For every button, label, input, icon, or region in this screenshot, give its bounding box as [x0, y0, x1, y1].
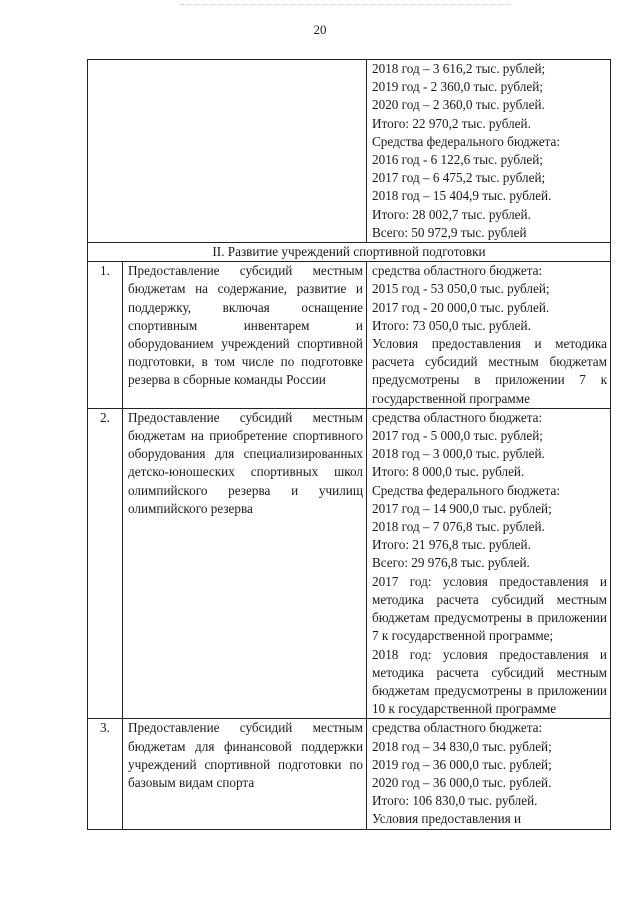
funding-line: Условия предоставления и методика расчета субсидий местным бюджетам предусмотрены в приложении 7 к государственной программе [372, 336, 607, 406]
row-number: 3. [88, 719, 123, 829]
funding-line: 2017 год - 5 000,0 тыс. рублей; [372, 428, 543, 444]
row-description: Предоставление субсидий местным бюджетам для финансовой поддержки учреждений спортивной подготовки по базовым видам спорта [123, 719, 367, 829]
funding-line: Средства федерального бюджета: [372, 133, 560, 149]
funding-line: 2017 год – 14 900,0 тыс. рублей; [372, 500, 552, 516]
table-row [88, 262, 611, 409]
funding-line: Всего: 29 976,8 тыс. рублей. [372, 555, 530, 571]
funding-line: Всего: 50 972,9 тыс. рублей [372, 224, 527, 240]
funding-line: 2018 год – 3 000,0 тыс. рублей. [372, 446, 545, 462]
row-description: Предоставление субсидий местным бюджетам на приобретение спортивного оборудования для специализированных детско-юношеских спортивных школ олимпийского резерва и училищ олимпийского резерва [123, 408, 367, 718]
section-title: II. Развитие учреждений спортивной подготовки [88, 243, 611, 262]
funding-line: 2017 год – 6 475,2 тыс. рублей; [372, 170, 546, 186]
funding-line: Итого: 8 000,0 тыс. рублей. [372, 464, 525, 480]
table-row [88, 408, 611, 718]
row-number: 2. [88, 408, 123, 718]
funding-line: 2020 год – 2 360,0 тыс. рублей. [372, 97, 545, 113]
row-funding [367, 719, 611, 829]
funding-line: 2019 год – 36 000,0 тыс. рублей; [372, 756, 552, 772]
continuation-funding-cell [367, 60, 611, 243]
funding-line: 2018 год: условия предоставления и методика расчета субсидий местным бюджетам предусмотрены в приложении 10 к государственной программе [372, 646, 607, 717]
funding-line: 2018 год – 15 404,9 тыс. рублей. [372, 188, 552, 204]
funding-line: Средства федерального бюджета: [372, 482, 560, 498]
funding-line: Итого: 106 830,0 тыс. рублей. [372, 793, 538, 809]
page-number: 20 [313, 22, 327, 37]
table-row [88, 719, 611, 829]
section-heading-row [88, 243, 611, 262]
row-number: 1. [88, 262, 123, 409]
funding-line: Итого: 73 050,0 тыс. рублей. [372, 317, 531, 333]
funding-line: средства областного бюджета: [372, 720, 543, 736]
funding-line: 2019 год - 2 360,0 тыс. рублей; [372, 79, 543, 95]
funding-line: средства областного бюджета: [372, 409, 543, 425]
funding-line: 2015 год - 53 050,0 тыс. рублей; [372, 281, 550, 297]
funding-line: 2017 год - 20 000,0 тыс. рублей. [372, 299, 550, 315]
funding-line: Итого: 22 970,2 тыс. рублей. [372, 115, 531, 131]
funding-line: 2020 год – 36 000,0 тыс. рублей. [372, 774, 552, 790]
row-description: Предоставление субсидий местным бюджетам на содержание, развитие и поддержку, включая оснащение спортивным инвентарем и оборудованием учреждений спортивной подготовки, в том числе по подготовке резерва в сборные команды России [123, 262, 367, 409]
program-table [87, 59, 611, 830]
funding-line: Итого: 21 976,8 тыс. рублей. [372, 537, 531, 553]
row-funding [367, 262, 611, 409]
scan-header-noise [180, 4, 510, 7]
funding-line: средства областного бюджета: [372, 263, 543, 279]
funding-line: 2016 год - 6 122,6 тыс. рублей; [372, 152, 543, 168]
row-funding [367, 408, 611, 718]
continuation-empty-cell [88, 60, 367, 243]
funding-line: 2018 год – 7 076,8 тыс. рублей. [372, 519, 545, 535]
funding-line: Условия предоставления и [372, 811, 522, 827]
funding-line: 2018 год – 3 616,2 тыс. рублей; [372, 61, 546, 76]
continuation-row [88, 60, 611, 243]
funding-line: 2018 год – 34 830,0 тыс. рублей; [372, 738, 552, 754]
funding-line: Итого: 28 002,7 тыс. рублей. [372, 206, 531, 222]
funding-line: 2017 год: условия предоставления и методика расчета субсидий местным бюджетам предусмотрены в приложении 7 к государственной программе; [372, 573, 607, 644]
